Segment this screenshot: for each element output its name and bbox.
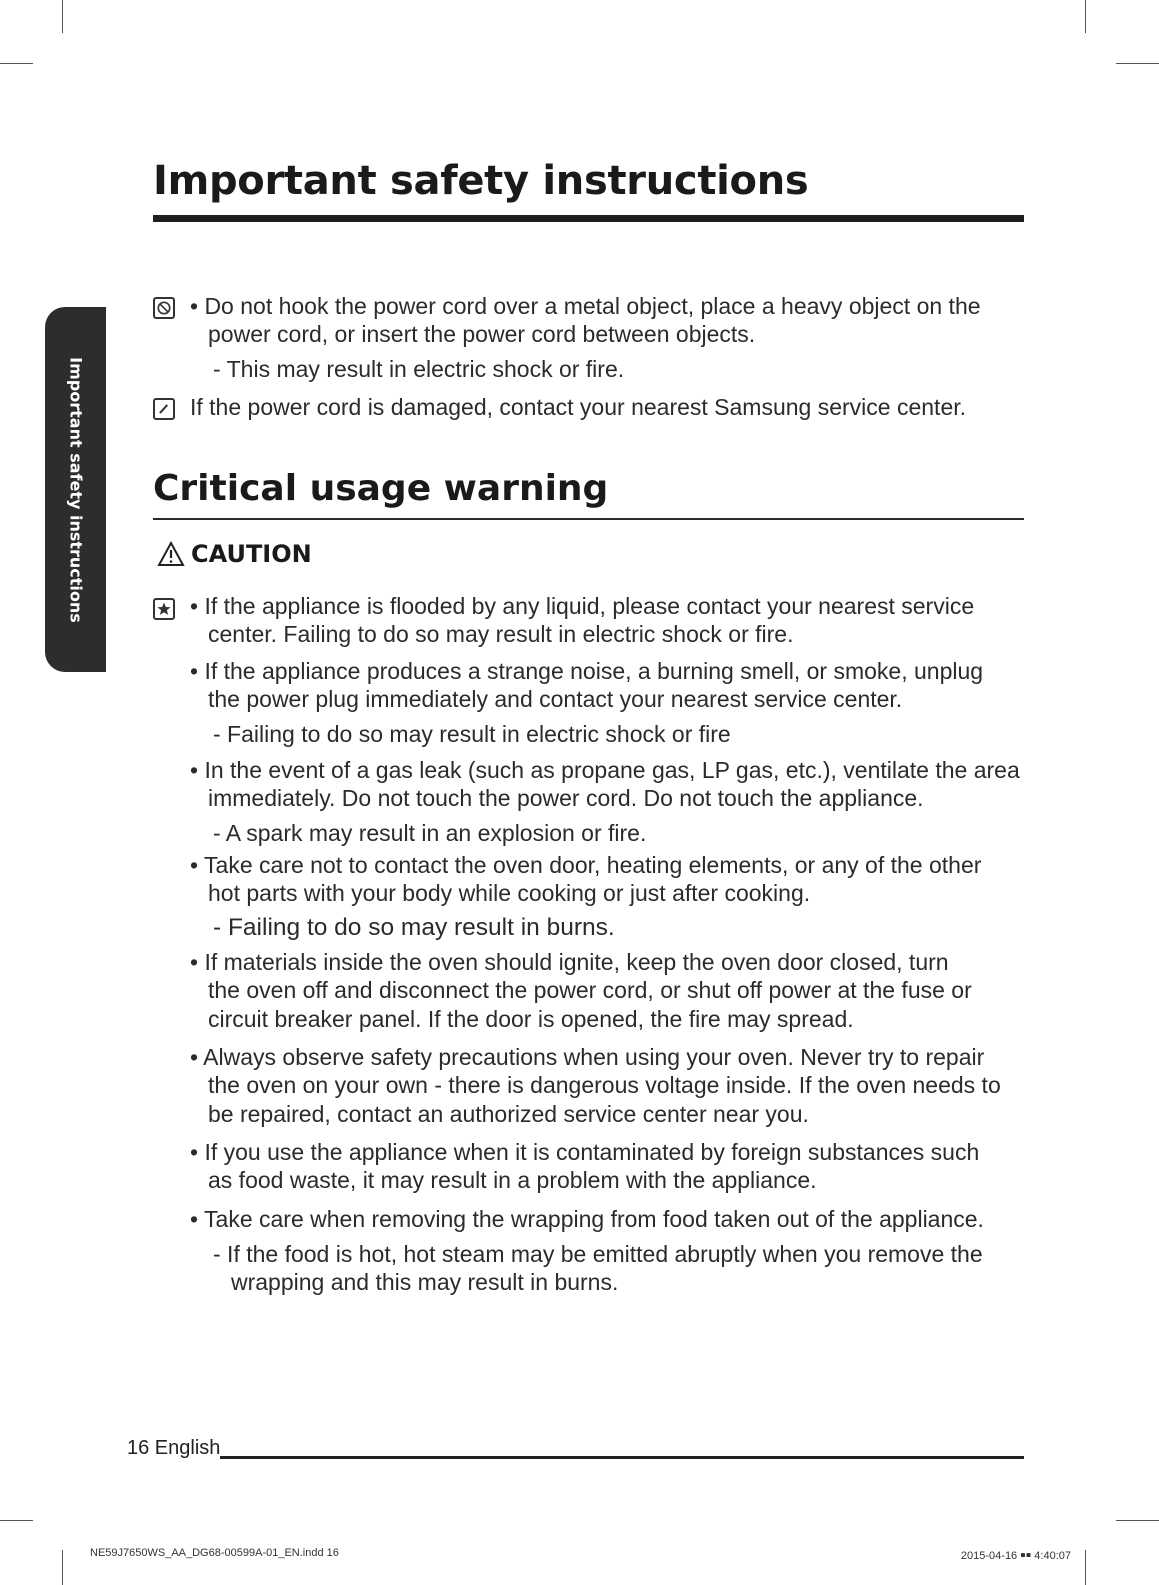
prohibited-icon — [153, 297, 175, 319]
title-rule — [153, 215, 1024, 222]
crop-mark — [1116, 1520, 1159, 1521]
warning-line: circuit breaker panel. If the door is opened, the fire may spread. — [208, 1006, 854, 1032]
section-title: Critical usage warning — [153, 468, 609, 509]
warning-line: • In the event of a gas leak (such as propane gas, LP gas, etc.), ventilate the area — [190, 757, 1020, 783]
warning-line: • If materials inside the oven should ignite, keep the oven door closed, turn — [190, 949, 949, 975]
warning-line: the oven on your own - there is dangerous voltage inside. If the oven needs to — [208, 1072, 1001, 1098]
power-cord-line: - This may result in electric shock or fire. — [213, 356, 625, 382]
star-icon — [153, 598, 175, 620]
warning-line: • Take care not to contact the oven door, heating elements, or any of the other — [190, 852, 982, 878]
print-timestamp: 2015-04-16 ￭￭ 4:40:07 — [960, 1550, 1071, 1562]
file-slug: NE59J7650WS_AA_DG68-00599A-01_EN.indd 16 — [90, 1547, 339, 1559]
warning-line: wrapping and this may result in burns. — [231, 1269, 619, 1295]
warning-line: immediately. Do not touch the power cord. Do not touch the appliance. — [208, 785, 924, 811]
power-cord-line: • Do not hook the power cord over a metal object, place a heavy object on the — [190, 293, 981, 319]
section-rule — [153, 518, 1024, 520]
warning-line: • If the appliance produces a strange noise, a burning smell, or smoke, unplug — [190, 658, 984, 684]
caution-label: CAUTION — [191, 540, 312, 568]
crop-mark — [0, 1520, 33, 1521]
warning-triangle-icon — [157, 541, 185, 567]
warning-line: • If the appliance is flooded by any liquid, please contact your nearest service — [190, 593, 975, 619]
side-tab-label: Important safety instructions — [66, 356, 85, 623]
warning-line: - A spark may result in an explosion or fire. — [213, 820, 647, 846]
warning-line: the power plug immediately and contact your nearest service center. — [208, 686, 903, 712]
caution-heading — [157, 540, 312, 568]
crop-mark — [1116, 63, 1159, 64]
warning-line: • Always observe safety precautions when using your oven. Never try to repair — [190, 1044, 985, 1070]
page-title: Important safety instructions — [153, 158, 809, 204]
note-icon — [153, 398, 175, 420]
power-cord-line: power cord, or insert the power cord between objects. — [208, 321, 756, 347]
power-cord-line: If the power cord is damaged, contact your nearest Samsung service center. — [190, 394, 967, 420]
warning-line: the oven off and disconnect the power cord, or shut off power at the fuse or — [208, 977, 972, 1003]
page-number: 16 English — [127, 1437, 221, 1459]
crop-mark — [62, 0, 63, 33]
warning-line: - Failing to do so may result in electric shock or fire — [213, 721, 731, 747]
crop-mark — [1085, 0, 1086, 33]
crop-mark — [1085, 1550, 1086, 1585]
warning-line: • Take care when removing the wrapping from food taken out of the appliance. — [190, 1206, 984, 1232]
side-tab — [45, 307, 106, 672]
warning-line: be repaired, contact an authorized service center near you. — [208, 1101, 809, 1127]
warning-line: • If you use the appliance when it is contaminated by foreign substances such — [190, 1139, 980, 1165]
warning-line: as food waste, it may result in a problem with the appliance. — [208, 1167, 817, 1193]
warning-line: - If the food is hot, hot steam may be emitted abruptly when you remove the — [213, 1241, 983, 1267]
crop-mark — [62, 1550, 63, 1585]
crop-mark — [0, 63, 33, 64]
warning-line: hot parts with your body while cooking or just after cooking. — [208, 880, 811, 906]
warning-line: - Failing to do so may result in burns. — [213, 914, 615, 941]
footer-rule — [220, 1456, 1024, 1459]
warning-line: center. Failing to do so may result in electric shock or fire. — [208, 621, 794, 647]
